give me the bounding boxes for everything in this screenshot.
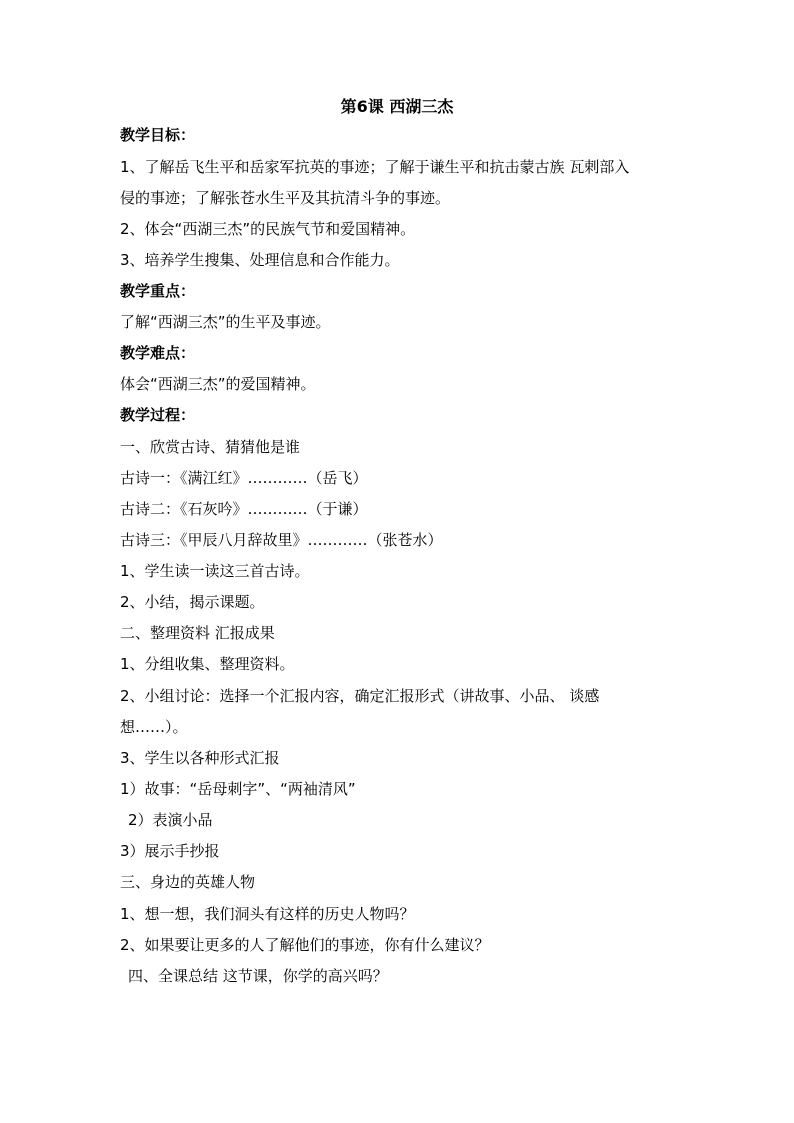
process-line: 1、分组收集、整理资料。 xyxy=(120,655,295,673)
process-line: 1、学生读一读这三首古诗。 xyxy=(120,562,310,580)
process-line: 想……）。 xyxy=(120,718,188,736)
process-line: 3）展示手抄报 xyxy=(120,842,220,860)
process-line: 二、整理资料 汇报成果 xyxy=(120,624,275,642)
key-point-line: 了解“西湖三杰”的生平及事迹。 xyxy=(120,313,331,331)
section-heading-difficulties: 教学难点： xyxy=(120,344,196,362)
process-line: 古诗一：《满江红》…………（岳飞） xyxy=(120,469,368,487)
process-line: 2）表演小品 xyxy=(128,811,213,829)
process-line: 一、欣赏古诗、猜猜他是谁 xyxy=(120,438,301,456)
process-line: 2、如果要让更多的人了解他们的事迹，你有什么建议？ xyxy=(120,936,490,954)
section-heading-key-points: 教学重点： xyxy=(120,282,196,300)
process-line: 3、学生以各种形式汇报 xyxy=(120,749,280,767)
difficulty-line: 体会“西湖三杰”的爱国精神。 xyxy=(120,375,316,393)
section-heading-objectives: 教学目标： xyxy=(120,126,196,144)
objective-line: 侵的事迹；了解张苍水生平及其抗清斗争的事迹。 xyxy=(120,189,451,207)
process-line: 古诗三：《甲辰八月辞故里》…………（张苍水） xyxy=(120,531,443,549)
process-line: 2、小结，揭示课题。 xyxy=(120,593,265,611)
objective-line: 3、培养学生搜集、处理信息和合作能力。 xyxy=(120,251,400,269)
objective-line: 1、了解岳飞生平和岳家军抗英的事迹；了解于谦生平和抗击蒙古族 瓦剌部入 xyxy=(120,158,630,176)
process-line: 1、想一想，我们洞头有这样的历史人物吗？ xyxy=(120,905,415,923)
document-title: 第6课 西湖三杰 xyxy=(340,97,454,116)
process-line: 2、小组讨论：选择一个汇报内容，确定汇报形式（讲故事、小品、 谈感 xyxy=(120,687,600,705)
process-line: 1）故事：“岳母刺字”、“两袖清风” xyxy=(120,780,356,798)
process-line: 三、身边的英雄人物 xyxy=(120,873,256,891)
process-line: 古诗二：《石灰吟》…………（于谦） xyxy=(120,500,368,518)
process-line: 四、全课总结 这节课，你学的高兴吗？ xyxy=(128,967,388,985)
section-heading-process: 教学过程： xyxy=(120,406,196,424)
objective-line: 2、体会“西湖三杰”的民族气节和爱国精神。 xyxy=(120,220,416,238)
